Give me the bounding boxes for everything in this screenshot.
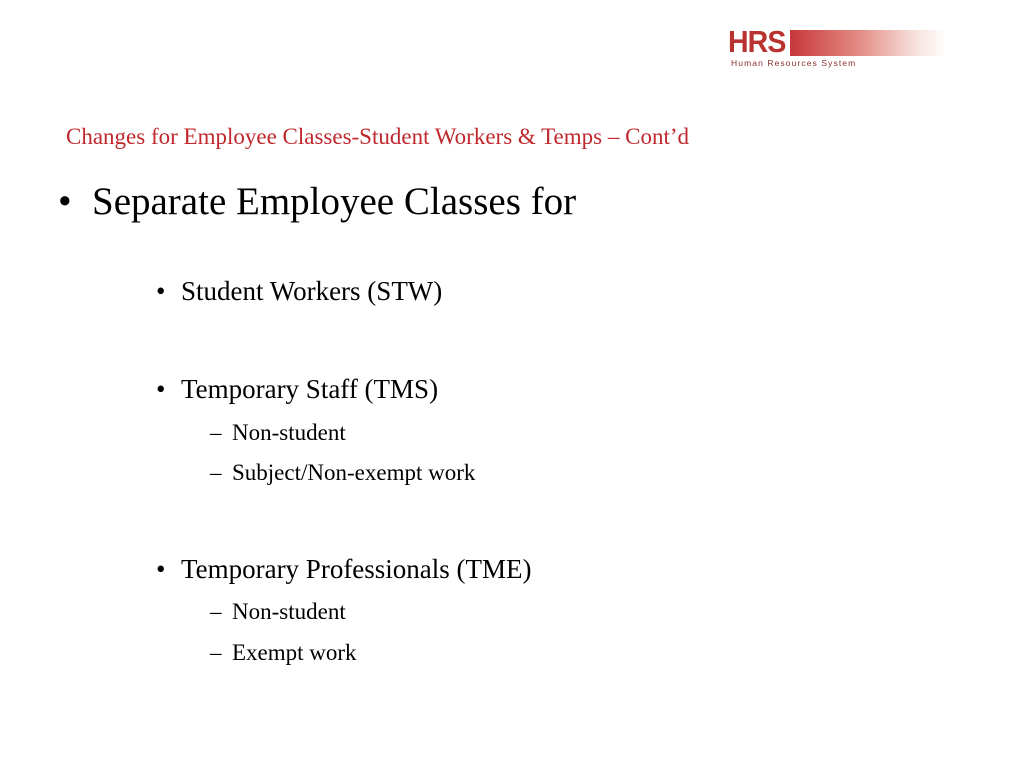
sub-bullet-text: Temporary Staff (TMS) bbox=[181, 374, 439, 404]
dash-icon: – bbox=[210, 640, 222, 665]
sub-bullet-text: Student Workers (STW) bbox=[181, 276, 443, 306]
bullet-icon: • bbox=[156, 276, 166, 306]
bullet-icon: • bbox=[58, 180, 72, 223]
dash-item-text: Non-student bbox=[232, 420, 346, 445]
logo-subtitle: Human Resources System bbox=[731, 58, 857, 68]
dash-item-text: Exempt work bbox=[232, 640, 357, 665]
dash-icon: – bbox=[210, 420, 222, 445]
dash-icon: – bbox=[210, 460, 222, 485]
main-bullet bbox=[58, 178, 576, 226]
dash-item-text: Subject/Non-exempt work bbox=[232, 460, 476, 485]
sub-bullet-text: Temporary Professionals (TME) bbox=[181, 554, 532, 584]
hrs-logo bbox=[728, 26, 948, 70]
slide-title: Changes for Employee Classes-Student Workers & Temps – Cont’d bbox=[66, 124, 689, 149]
dash-item-text: Non-student bbox=[232, 599, 346, 624]
dash-item-tme-exempt-work bbox=[210, 639, 357, 667]
bullet-icon: • bbox=[156, 554, 166, 584]
sub-bullet-temporary-professionals bbox=[156, 552, 532, 586]
logo-mark: HRS bbox=[728, 24, 786, 59]
main-bullet-text: Separate Employee Classes for bbox=[92, 180, 577, 223]
dash-item-tms-subject-non-exempt bbox=[210, 459, 475, 487]
bullet-icon: • bbox=[156, 374, 166, 404]
logo-gradient-band bbox=[790, 30, 946, 56]
sub-bullet-student-workers bbox=[156, 274, 442, 308]
dash-icon: – bbox=[210, 599, 222, 624]
dash-item-tme-non-student bbox=[210, 598, 346, 626]
dash-item-tms-non-student bbox=[210, 419, 346, 447]
sub-bullet-temporary-staff bbox=[156, 372, 438, 406]
